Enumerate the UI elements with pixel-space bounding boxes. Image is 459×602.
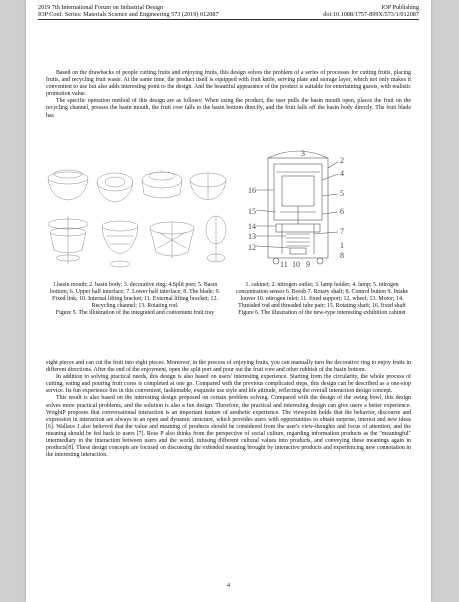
body-text-top xyxy=(46,70,411,120)
callout-label: 7 xyxy=(340,227,344,236)
citation: IOP Conf. Series: Materials Science and Engineering 573 (2019) 012087 xyxy=(38,11,219,18)
callout-label: 14 xyxy=(248,222,256,231)
publisher-name: IOP Publishing xyxy=(381,4,419,11)
header-rule xyxy=(38,19,419,20)
callout-label: 2 xyxy=(340,156,344,165)
callout-label: 13 xyxy=(248,232,256,241)
callout-label: 16 xyxy=(248,186,256,195)
callout-label: 11 xyxy=(280,260,288,268)
figure6-drawing xyxy=(246,150,356,268)
figure5-caption-block xyxy=(46,282,224,317)
doi: doi:10.1088/1757-899X/573/1/012087 xyxy=(323,11,419,18)
callout-label: 9 xyxy=(306,260,310,268)
paragraph: The specific operation method of this design are as follows: When using the product, the user pulls the basin mouth open, places the fruit on the recycling channel, presses the basin mouth, the fruit core falls to the basin bottom directly, and the fruit falls off the basin body directly. The fruit blade has xyxy=(46,98,411,119)
figure6-caption: Figure 6. The illustration of the new-type interesting exhibition cabinet xyxy=(238,310,406,317)
paragraph: In addition to solving practical needs, this design is also based on users' interesting experience. Starting from the circularity, the whole process of cutting, eating and pouring fruit cores is completed at one go. Compared with the previous complicated steps, this design can be described as a one-stop service. Its fun experience lies in this convenient, fashionable, exquisite use style and life attitude, reflecting the overall interaction design concept. xyxy=(46,374,411,395)
paper-page xyxy=(26,0,431,602)
exhibition-cabinet-illustration xyxy=(246,150,356,268)
fruit-tray-illustration xyxy=(40,160,230,278)
figure6-caption-block xyxy=(233,282,411,317)
callout-label: 3 xyxy=(301,150,305,158)
callout-label: 6 xyxy=(340,207,344,216)
paragraph: This result is also based on the interesting design proposed on certain problem solving. Compared with the design of the swing bowl, this design solves more practical problems, and the solution is also a fun design. Therefore, the practical and interesting design can give users a better experience. WrightP proposes that conversational interaction is an important feature of aesthetic experience. The viewpoint holds that the behavior, discourse and expression in interaction are always in an open and dynamic structure, which provides users with opportunities to obtain surprise, interest and new ideas [6]. Wallace J also believed that the value and meaning of products should be considered from the user's view-thoughts and focus of attention, and the meaning should be fed back to users [7]. Ross P also thinks from the perspective of social culture, regarding information products as the "meaningful" intermediary in the interaction between users and the world, infusing different cultural values into products, and conveying these meanings again in products[8]. These design concepts are focused on discussing the extended meaning brought by interactive products and experiencing new connotation in the interesting interaction. xyxy=(46,395,411,459)
paragraph: eight pieces and can cut the fruit into eight pieces. Moreover, in the process of enjoying fruits, you can manually turn the decorative ring to enjoy fruits in different directions. After the end of the enjoyment, open the split port and pour out the fruit core and other rubbish of the basin bottom. xyxy=(46,360,411,374)
figure5-drawing xyxy=(40,160,230,278)
page-number: 4 xyxy=(227,583,230,589)
callout-label: 4 xyxy=(340,169,344,178)
figure5-caption: Figure 5. The illustration of the integrated and convenient fruit tray xyxy=(55,310,215,317)
body-text-bottom xyxy=(46,360,411,459)
figure6-legend: 1. cabinet; 2. nitrogen outlet; 3. lamp holder; 4. lamp; 5. nitrogen concentration sensor 6. Booth 7. Rotary shaft; 8. Control button 9. Intake louver 10. nitrogen inlet; 11. fixed support; 12, wheel; 13. Motor; 14. Threaded rod and threaded tube pair; 15. Rotating shaft; 16. fixed shaft xyxy=(235,282,409,310)
callout-label: 15 xyxy=(248,207,256,216)
conference-name: 2019 7th International Forum on Industrial Design xyxy=(38,4,164,11)
callout-label: 10 xyxy=(292,260,300,268)
callout-label: 12 xyxy=(248,243,256,252)
paragraph: Based on the drawbacks of people cutting fruits and enjoying fruits, this design solves the problem of a series of processes for cutting fruits, placing fruits, and recycling fruit waste. At the same time, the product itself is equipped with fruit knife, serving plate and storage layer, which not only makes it convenient to use but also adds interesting point to the design. And the beautiful appearance of the product is suitable for entertaining guests, with realistic promotion value. xyxy=(46,70,411,98)
callout-label: 8 xyxy=(340,251,344,260)
figure5-legend: 1.basin mouth; 2. basin body; 3. decorative ring; 4.Split port; 5. Basin bottom; 6. Upper half interface; 7. Lower half interface; 8. The blade; 9. Fixed link; 10. Internal lifting bracket; 11. External lifting bracket; 12. Recycling channel; 13. Rotating rod. xyxy=(50,282,220,310)
callout-label: 1 xyxy=(340,241,344,250)
callout-label: 5 xyxy=(340,189,344,198)
